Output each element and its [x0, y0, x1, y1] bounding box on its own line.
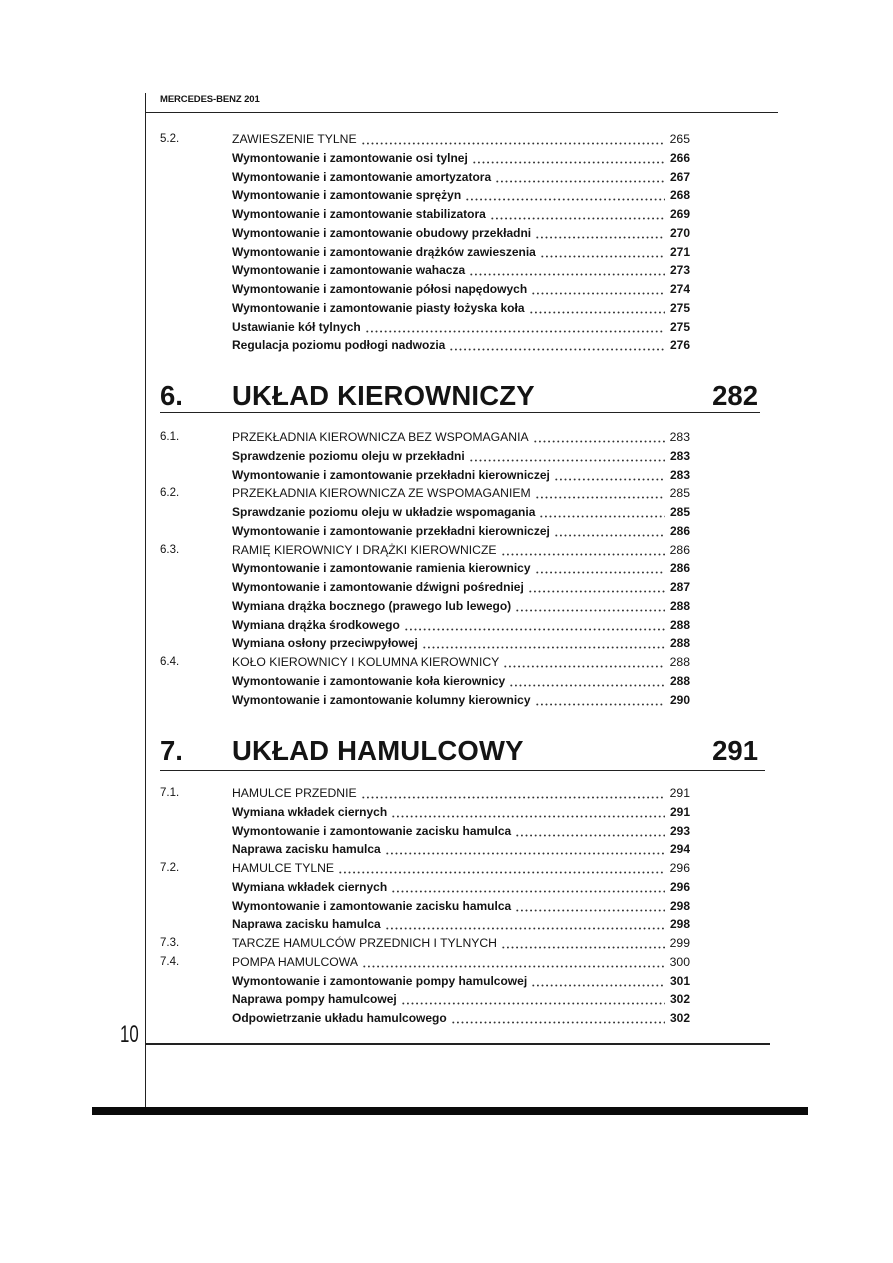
chapter-title: UKŁAD KIEROWNICZY: [232, 380, 535, 411]
toc-entry: [160, 691, 690, 710]
page-reference: 291: [669, 786, 690, 800]
leader-dots: [385, 840, 665, 859]
entry-title: Wymiana drążka środkowego: [232, 617, 400, 632]
entry-title: Wymontowanie i zamontowanie przekładni kierowniczej: [232, 467, 550, 482]
entry-title: Ustawianie kół tylnych: [232, 319, 361, 334]
leader-dots: [531, 280, 665, 299]
toc-entry: [160, 280, 690, 299]
chapter-heading-6: [0, 380, 893, 412]
entry-title: Naprawa zacisku hamulca: [232, 917, 381, 932]
leader-dots: [404, 616, 665, 635]
entry-title: POMPA HAMULCOWA: [232, 954, 358, 969]
section-number: 7.2.: [160, 862, 180, 874]
chapter-heading-7: [0, 735, 893, 767]
toc-section-entry: [160, 428, 690, 447]
page-reference: 302: [669, 1011, 690, 1025]
chapter-page: 291: [712, 735, 758, 766]
entry-title: Wymontowanie i zamontowanie drążków zawieszenia: [232, 244, 536, 259]
entry-title: Sprawdzenie poziomu oleju w przekładni: [232, 448, 465, 463]
entry-title: Wymiana osłony przeciwpyłowej: [232, 636, 418, 651]
entry-title: Wymiana wkładek ciernych: [232, 804, 388, 819]
section-number: 7.4.: [160, 955, 180, 968]
leader-dots: [535, 691, 666, 710]
page-reference: 288: [669, 655, 690, 669]
entry-title: HAMULCE PRZEDNIE: [232, 786, 357, 800]
leader-dots: [529, 299, 665, 318]
toc-entry: [160, 634, 690, 653]
entry-title: ZAWIESZENIE TYLNE: [232, 132, 357, 146]
page-reference: 288: [669, 617, 690, 632]
leader-dots: [361, 784, 665, 803]
page-reference: 274: [669, 282, 690, 296]
toc-entry: [160, 672, 690, 691]
running-header: MERCEDES-BENZ 201: [160, 94, 260, 105]
entry-title: Wymontowanie i zamontowanie pompy hamulcowej: [232, 973, 528, 988]
entry-title: Naprawa pompy hamulcowej: [232, 992, 397, 1007]
leader-dots: [531, 972, 665, 991]
toc-entry: [160, 224, 690, 243]
leader-dots: [535, 559, 665, 578]
toc-entry: [160, 318, 690, 337]
page-reference: 285: [669, 505, 690, 519]
toc-section-entry: [160, 784, 690, 803]
entry-title: PRZEKŁADNIA KIEROWNICZA BEZ WSPOMAGANIA: [232, 430, 529, 444]
toc-entry: [160, 243, 690, 262]
entry-title: HAMULCE TYLNE: [232, 861, 335, 875]
entry-title: Wymontowanie i zamontowanie osi tylnej: [232, 150, 468, 165]
leader-dots: [361, 130, 665, 149]
toc-section-entry: [160, 953, 690, 972]
section-number: 6.2.: [160, 487, 180, 500]
entry-title: KOŁO KIEROWNICY I KOLUMNA KIEROWNICY: [232, 655, 500, 669]
page-reference: 298: [669, 898, 690, 913]
page-reference: 283: [669, 430, 690, 444]
leader-dots: [554, 466, 665, 485]
page-reference: 267: [669, 169, 690, 184]
leader-dots: [533, 428, 665, 447]
page-reference: 293: [669, 823, 690, 838]
chapter-page: 282: [712, 380, 758, 411]
toc-entry: [160, 336, 690, 355]
section-5-2-entries: [160, 130, 690, 355]
leader-dots: [535, 224, 665, 243]
page-reference: 290: [669, 692, 690, 707]
page-reference: 266: [669, 150, 690, 165]
page-reference: 283: [669, 467, 690, 482]
leader-dots: [540, 243, 665, 262]
leader-dots: [465, 186, 665, 205]
entry-title: Wymontowanie i zamontowanie zacisku hamulca: [232, 823, 512, 838]
leader-dots: [490, 205, 665, 224]
toc-entry: [160, 616, 690, 635]
chapter-6-entries: [160, 428, 690, 709]
entry-title: Wymontowanie i zamontowanie przekładni kierowniczej: [232, 523, 550, 538]
entry-title: Wymontowanie i zamontowanie sprężyn: [232, 188, 462, 203]
page-reference: 286: [669, 542, 690, 557]
leader-dots: [539, 503, 665, 522]
entry-title: RAMIĘ KIEROWNICY I DRĄŻKI KIEROWNICZE: [232, 542, 497, 557]
toc-entry: [160, 972, 690, 991]
leader-dots: [391, 878, 665, 897]
leader-dots: [554, 522, 665, 541]
toc-entry: [160, 466, 690, 485]
section-number: 6.1.: [160, 431, 180, 443]
toc-entry: [160, 915, 690, 934]
left-margin-rule: [145, 93, 146, 1111]
page-reference: 286: [669, 523, 690, 538]
section-number: 6.3.: [160, 543, 180, 556]
entry-title: Wymiana wkładek ciernych: [232, 879, 388, 894]
toc-entry: [160, 878, 690, 897]
leader-dots: [362, 953, 665, 972]
leader-dots: [509, 672, 665, 691]
toc-entry: [160, 149, 690, 168]
chapter-title: UKŁAD HAMULCOWY: [232, 735, 524, 766]
page-number: 10: [120, 1021, 139, 1048]
toc-entry: [160, 578, 690, 597]
page-reference: 298: [669, 917, 690, 932]
page-reference: 275: [669, 319, 690, 334]
entry-title: Wymontowanie i zamontowanie ramienia kierownicy: [232, 561, 531, 576]
leader-dots: [385, 915, 665, 934]
toc-entry: [160, 840, 690, 859]
leader-dots: [503, 653, 665, 672]
toc-entry: [160, 503, 690, 522]
entry-title: Wymontowanie i zamontowanie zacisku hamulca: [232, 898, 512, 913]
page-reference: 288: [669, 636, 690, 651]
chapter-6-rule: [160, 412, 760, 413]
page-reference: 269: [669, 207, 690, 221]
leader-dots: [469, 261, 665, 280]
toc-entry: [160, 990, 690, 1009]
leader-dots: [451, 1009, 665, 1028]
header-rule: [145, 112, 778, 113]
toc-section-entry: [160, 484, 690, 503]
leader-dots: [495, 168, 665, 187]
toc-section-entry: [160, 653, 690, 672]
leader-dots: [469, 447, 665, 466]
toc-entry: [160, 447, 690, 466]
leader-dots: [528, 578, 665, 597]
leader-dots: [401, 990, 665, 1009]
leader-dots: [515, 897, 665, 916]
page-reference: 294: [669, 842, 690, 857]
leader-dots: [338, 859, 665, 878]
toc-entry: [160, 186, 690, 205]
page-reference: 283: [669, 448, 690, 463]
entry-title: Regulacja poziomu podłogi nadwozia: [232, 338, 446, 353]
leader-dots: [515, 822, 665, 841]
leader-dots: [472, 149, 665, 168]
toc-entry: [160, 522, 690, 541]
leader-dots: [515, 597, 665, 616]
page-reference: 275: [669, 300, 690, 315]
chapter-7-rule: [160, 770, 765, 771]
page-reference: 291: [669, 804, 690, 819]
entry-title: Wymontowanie i zamontowanie amortyzatora: [232, 169, 492, 184]
leader-dots: [365, 318, 665, 337]
entry-title: Wymontowanie i zamontowanie dźwigni pośredniej: [232, 580, 524, 594]
section-number: 6.4.: [160, 656, 180, 668]
entry-title: TARCZE HAMULCÓW PRZEDNICH I TYLNYCH: [232, 936, 497, 950]
toc-entry: [160, 803, 690, 822]
page-reference: 285: [669, 486, 690, 501]
toc-entry: [160, 597, 690, 616]
section-number: 5.2.: [160, 133, 180, 145]
entry-title: Wymontowanie i zamontowanie kolumny kierownicy: [232, 692, 531, 707]
page-reference: 300: [669, 954, 690, 969]
leader-dots: [501, 541, 665, 560]
toc-entry: [160, 822, 690, 841]
entry-title: Wymiana drążka bocznego (prawego lub lewego): [232, 598, 512, 613]
entry-title: Wymontowanie i zamontowanie obudowy przekładni: [232, 225, 532, 240]
entry-title: Naprawa zacisku hamulca: [232, 842, 381, 857]
entry-title: Wymontowanie i zamontowanie półosi napędowych: [232, 282, 528, 296]
entry-title: PRZEKŁADNIA KIEROWNICZA ZE WSPOMAGANIEM: [232, 486, 531, 501]
toc-section-entry: [160, 130, 690, 149]
page-reference: 296: [669, 861, 690, 875]
entry-title: Wymontowanie i zamontowanie piasty łożyska koła: [232, 300, 525, 315]
section-number: 7.3.: [160, 937, 180, 949]
page-reference: 288: [669, 598, 690, 613]
section-number: 7.1.: [160, 787, 180, 799]
chapter-number: 6.: [160, 380, 183, 411]
chapter-7-entries: [160, 784, 690, 1028]
footer-rule: [145, 1043, 770, 1045]
toc-entry: [160, 897, 690, 916]
page-reference: 299: [669, 936, 690, 950]
scan-edge-bar: [92, 1107, 808, 1115]
leader-dots: [449, 336, 665, 355]
toc-section-entry: [160, 859, 690, 878]
page-reference: 296: [669, 879, 690, 894]
page-reference: 276: [669, 338, 690, 353]
leader-dots: [535, 484, 665, 503]
entry-title: Odpowietrzanie układu hamulcowego: [232, 1011, 447, 1025]
toc-section-entry: [160, 934, 690, 953]
entry-title: Wymontowanie i zamontowanie wahacza: [232, 263, 466, 278]
toc-entry: [160, 299, 690, 318]
toc-entry: [160, 261, 690, 280]
toc-entry: [160, 205, 690, 224]
entry-title: Wymontowanie i zamontowanie koła kierownicy: [232, 673, 506, 688]
chapter-number: 7.: [160, 735, 183, 766]
page-reference: 288: [669, 673, 690, 688]
leader-dots: [422, 634, 665, 653]
page-reference: 286: [669, 561, 690, 576]
page-reference: 302: [669, 992, 690, 1007]
toc-entry: [160, 168, 690, 187]
page-reference: 265: [669, 132, 690, 146]
page-reference: 301: [669, 973, 690, 988]
toc-entry: [160, 559, 690, 578]
toc-entry: [160, 1009, 690, 1028]
page-reference: 270: [669, 225, 690, 240]
toc-section-entry: [160, 541, 690, 560]
page-reference: 273: [669, 263, 690, 278]
leader-dots: [391, 803, 665, 822]
leader-dots: [501, 934, 665, 953]
entry-title: Sprawdzanie poziomu oleju w układzie wspomagania: [232, 505, 536, 519]
page-reference: 287: [669, 580, 690, 594]
entry-title: Wymontowanie i zamontowanie stabilizatora: [232, 207, 486, 221]
page-reference: 271: [669, 244, 690, 259]
page-reference: 268: [669, 188, 690, 203]
